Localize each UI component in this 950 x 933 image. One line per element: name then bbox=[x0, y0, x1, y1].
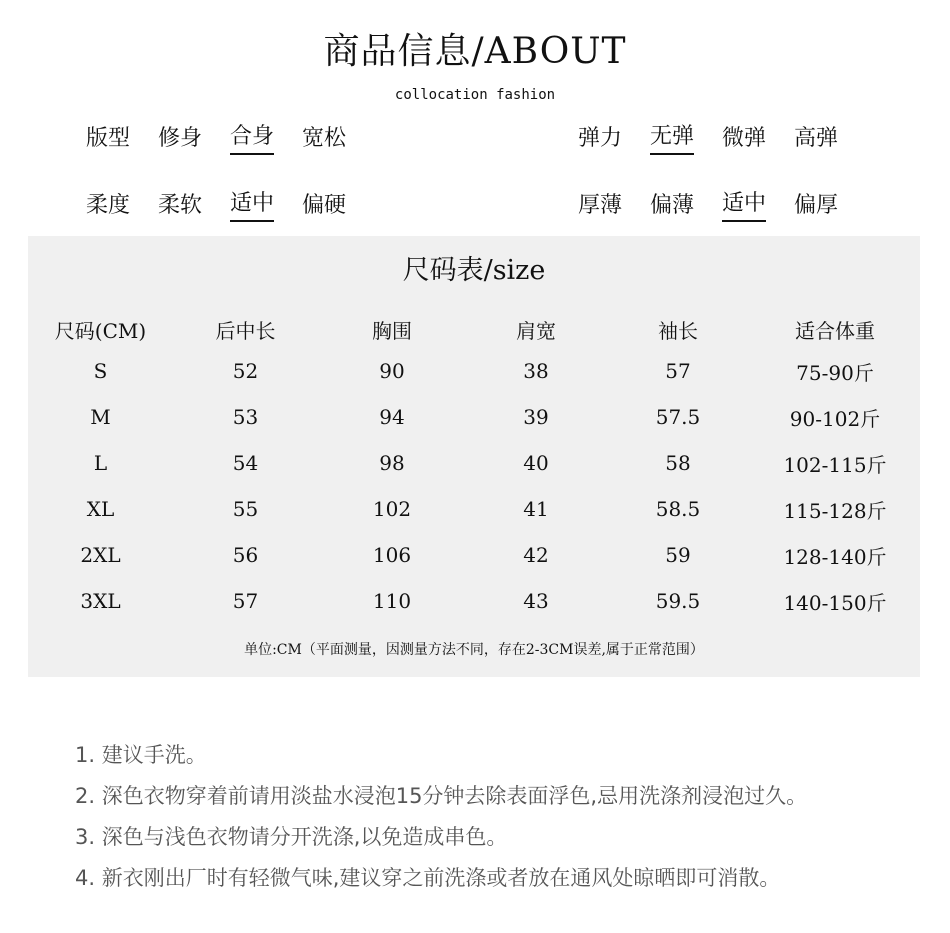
cell-weight: 102-115斤 bbox=[783, 452, 887, 477]
attr-fit bbox=[86, 122, 374, 155]
cell-chest: 90 bbox=[379, 359, 405, 383]
cell-shoulder: 43 bbox=[523, 589, 549, 613]
table-row bbox=[28, 348, 920, 394]
cell-sleeve: 58 bbox=[665, 451, 691, 475]
cell-shoulder: 41 bbox=[523, 497, 549, 521]
cell-size: 3XL bbox=[80, 589, 121, 613]
table-row bbox=[28, 578, 920, 624]
cell-back-length: 57 bbox=[232, 589, 259, 613]
cell-chest: 106 bbox=[372, 543, 412, 567]
cell-chest: 102 bbox=[372, 497, 412, 521]
header-weight: 适合体重 bbox=[795, 318, 875, 343]
header-size: 尺码(CM) bbox=[54, 318, 147, 343]
cell-weight: 115-128斤 bbox=[783, 498, 887, 523]
attr-elasticity-option: 微弹 bbox=[722, 125, 767, 151]
attr-fit-option: 宽松 bbox=[302, 125, 347, 151]
care-instructions bbox=[75, 738, 807, 902]
cell-size: XL bbox=[86, 497, 115, 521]
size-table-header-row bbox=[28, 310, 920, 348]
care-instruction-item: 2. 深色衣物穿着前请用淡盐水浸泡15分钟去除表面浮色,忌用洗涤剂浸泡过久。 bbox=[75, 784, 808, 808]
attr-elasticity-option-selected: 无弹 bbox=[650, 122, 694, 155]
cell-back-length: 52 bbox=[232, 359, 259, 383]
table-row bbox=[28, 394, 920, 440]
cell-chest: 110 bbox=[372, 589, 412, 613]
attr-fit-option-selected: 合身 bbox=[230, 122, 274, 155]
cell-shoulder: 38 bbox=[523, 359, 549, 383]
cell-size: M bbox=[90, 405, 111, 429]
attr-softness-option-selected: 适中 bbox=[230, 189, 274, 222]
cell-sleeve: 57.5 bbox=[655, 405, 701, 429]
attr-fit-label: 版型 bbox=[86, 125, 131, 151]
cell-size: 2XL bbox=[80, 543, 121, 567]
size-chart-note: 单位:CM（平面测量，因测量方法不同，存在2-3CM误差,属于正常范围） bbox=[244, 642, 704, 658]
page-subtitle: collocation fashion bbox=[394, 87, 556, 103]
attr-elasticity-label: 弹力 bbox=[578, 125, 623, 151]
attr-elasticity-option: 高弹 bbox=[794, 125, 839, 151]
cell-weight: 75-90斤 bbox=[796, 360, 874, 385]
care-instruction-item: 1. 建议手洗。 bbox=[75, 743, 207, 767]
size-table bbox=[28, 310, 920, 624]
cell-back-length: 56 bbox=[232, 543, 259, 567]
cell-sleeve: 58.5 bbox=[655, 497, 701, 521]
care-instruction-item: 4. 新衣刚出厂时有轻微气味,建议穿之前洗涤或者放在通风处晾晒即可消散。 bbox=[75, 866, 781, 890]
cell-chest: 98 bbox=[379, 451, 405, 475]
header-shoulder: 肩宽 bbox=[516, 318, 556, 343]
table-row bbox=[28, 440, 920, 486]
header-back-length: 后中长 bbox=[215, 318, 276, 343]
attr-softness-option: 偏硬 bbox=[302, 192, 347, 218]
cell-weight: 128-140斤 bbox=[783, 544, 887, 569]
cell-sleeve: 59.5 bbox=[655, 589, 701, 613]
cell-back-length: 54 bbox=[232, 451, 259, 475]
attr-thickness-label: 厚薄 bbox=[578, 192, 623, 218]
cell-weight: 140-150斤 bbox=[783, 590, 887, 615]
attr-softness-option: 柔软 bbox=[158, 192, 203, 218]
cell-shoulder: 40 bbox=[523, 451, 549, 475]
cell-shoulder: 42 bbox=[523, 543, 549, 567]
attr-thickness-option: 偏薄 bbox=[650, 192, 695, 218]
attr-fit-option: 修身 bbox=[158, 125, 203, 151]
cell-shoulder: 39 bbox=[523, 405, 549, 429]
table-row bbox=[28, 486, 920, 532]
cell-sleeve: 57 bbox=[665, 359, 691, 383]
attr-thickness-option-selected: 适中 bbox=[722, 189, 766, 222]
attr-thickness bbox=[578, 189, 866, 222]
care-instruction-item: 3. 深色与浅色衣物请分开洗涤,以免造成串色。 bbox=[75, 825, 508, 849]
header-sleeve: 袖长 bbox=[658, 318, 698, 343]
attr-thickness-option: 偏厚 bbox=[794, 192, 839, 218]
size-chart-panel bbox=[28, 236, 920, 677]
page-title: 商品信息/ABOUT bbox=[323, 31, 627, 72]
cell-back-length: 53 bbox=[232, 405, 259, 429]
cell-sleeve: 59 bbox=[665, 543, 691, 567]
attr-elasticity bbox=[578, 122, 866, 155]
cell-weight: 90-102斤 bbox=[789, 406, 881, 431]
cell-size: L bbox=[93, 451, 108, 475]
cell-size: S bbox=[93, 359, 108, 383]
table-row bbox=[28, 532, 920, 578]
attr-softness-label: 柔度 bbox=[86, 192, 131, 218]
cell-back-length: 55 bbox=[232, 497, 259, 521]
size-chart-title: 尺码表/size bbox=[402, 255, 546, 286]
header-chest: 胸围 bbox=[372, 318, 412, 343]
cell-chest: 94 bbox=[379, 405, 405, 429]
attr-softness bbox=[86, 189, 374, 222]
